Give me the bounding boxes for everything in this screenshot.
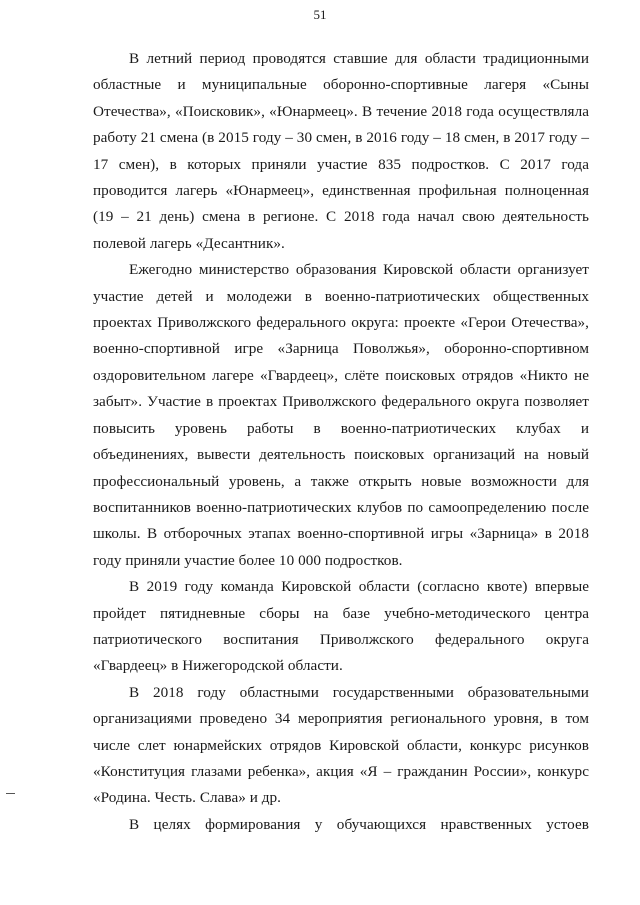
paragraph-moral-foundations: В целях формирования у обучающихся нравственных устоев <box>129 815 589 833</box>
document-body <box>93 46 589 838</box>
paragraph-gvardeets-2019: В 2019 году команда Кировской области (согласно квоте) впервые пройдет пятидневные сборы на базе учебно-методического центра патриотического воспитания Приволжского федерального округа «Гвардеец» в Нижегородской области. <box>93 578 589 675</box>
paragraph-volga-projects: Ежегодно министерство образования Кировской области организует участие детей и молодежи в военно-патриотических общественных проектах Приволжского федерального округа: проекте «Герои Отечества», военно-спортивной игре «Зарница Поволжья», оборонно-спортивном оздоровительном лагере «Гвардеец», слёте поисковых отрядов «Никто не забыт». Участие в проектах Приволжского федерального округа позволяет повысить уровень работы в военно-патриотических клубах и объединениях, вывести деятельность поисковых организаций на новый профессиональный уровень, а также открыть новые возможности для воспитанников военно-патриотических клубов по самоопределению после школы. В отборочных этапах военно-спортивной игры «Зарница» в 2018 году приняли участие более 10 000 подростков. <box>93 261 589 569</box>
paragraph-regional-events: В 2018 году областными государственными образовательными организациями проведено 34 мероприятия регионального уровня, в том числе слет юнармейских отрядов Кировской области, конкурс рисунков «Конституция глазами ребенка», акция «Я – гражданин России», конкурс «Родина. Честь. Слава» и др. <box>93 683 589 807</box>
margin-mark <box>6 793 15 794</box>
page-number: 51 <box>313 7 327 22</box>
paragraph-summer-camps: В летний период проводятся ставшие для области традиционными областные и муниципальные оборонно-спортивные лагеря «Сыны Отечества», «Поисковик», «Юнармеец». В течение 2018 года осуществляла работу 21 смена (в 2015 году – 30 смен, в 2016 году – 18 смен, в 2017 году – 17 смен), в которых приняли участие 835 подростков. С 2017 года проводится лагерь «Юнармеец», единственная профильная полноценная (19 – 21 день) смена в регионе. С 2018 года начал свою деятельность полевой лагерь «Десантник». <box>93 50 589 252</box>
